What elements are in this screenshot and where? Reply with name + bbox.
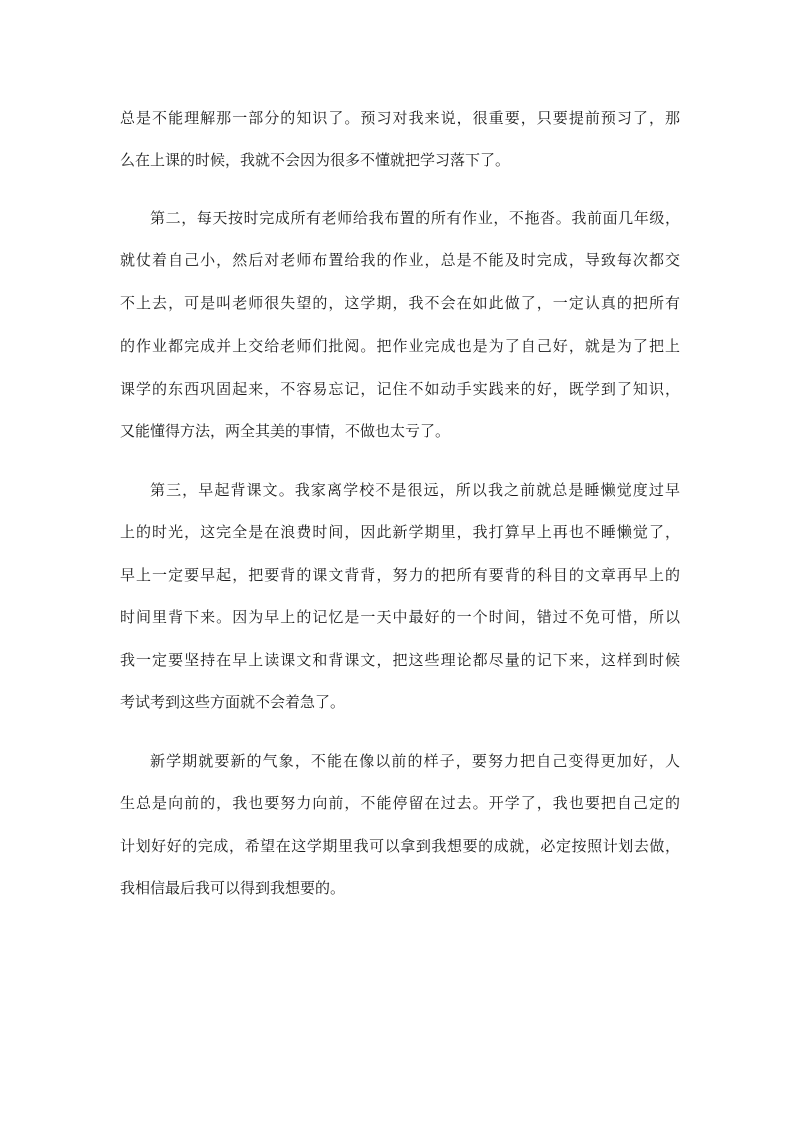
paragraph-4-line-3: 计划好好的完成，希望在这学期里我可以拿到我想要的成就，必定按照计划去做， bbox=[120, 837, 680, 855]
paragraph-3-line-6: 考试考到这些方面就不会着急了。 bbox=[120, 693, 346, 711]
paragraph-2-line-4: 的作业都完成并上交给老师们批阅。把作业完成也是为了自己好，就是为了把上 bbox=[120, 337, 680, 355]
paragraph-2-line-6: 又能懂得方法，两全其美的事情，不做也太亏了。 bbox=[120, 422, 451, 440]
paragraph-3-line-3: 早上一定要早起，把要背的课文背背，努力的把所有要背的科目的文章再早上的 bbox=[120, 566, 680, 584]
paragraph-3-line-1: 第三，早起背课文。我家离学校不是很远，所以我之前就总是睡懒觉度过早 bbox=[150, 481, 680, 499]
paragraph-3-line-2: 上的时光，这完全是在浪费时间，因此新学期里，我打算早上再也不睡懒觉了， bbox=[120, 523, 680, 541]
paragraph-2-line-2: 就仗着自己小，然后对老师布置给我的作业，总是不能及时完成，导致每次都交 bbox=[120, 251, 680, 269]
paragraph-2-line-1: 第二，每天按时完成所有老师给我布置的所有作业，不拖沓。我前面几年级， bbox=[150, 209, 680, 227]
paragraph-3-line-5: 我一定要坚持在早上读课文和背课文，把这些理论都尽量的记下来，这样到时候 bbox=[120, 651, 680, 669]
paragraph-2-line-5: 课学的东西巩固起来，不容易忘记，记住不如动手实践来的好，既学到了知识， bbox=[120, 380, 680, 398]
paragraph-4-line-4: 我相信最后我可以得到我想要的。 bbox=[120, 879, 346, 897]
paragraph-1-line-1: 总是不能理解那一部分的知识了。预习对我来说，很重要，只要提前预习了，那 bbox=[120, 109, 680, 127]
paragraph-3-line-4: 时间里背下来。因为早上的记忆是一天中最好的一个时间，错过不免可惜，所以 bbox=[120, 608, 680, 626]
paragraph-4-line-2: 生总是向前的，我也要努力向前，不能停留在过去。开学了，我也要把自己定的 bbox=[120, 794, 680, 812]
paragraph-2-line-3: 不上去，可是叫老师很失望的，这学期，我不会在如此做了，一定认真的把所有 bbox=[120, 294, 680, 312]
paragraph-4-line-1: 新学期就要新的气象，不能在像以前的样子，要努力把自己变得更加好，人 bbox=[150, 752, 680, 770]
paragraph-1-line-2: 么在上课的时候，我就不会因为很多不懂就把学习落下了。 bbox=[120, 151, 511, 169]
